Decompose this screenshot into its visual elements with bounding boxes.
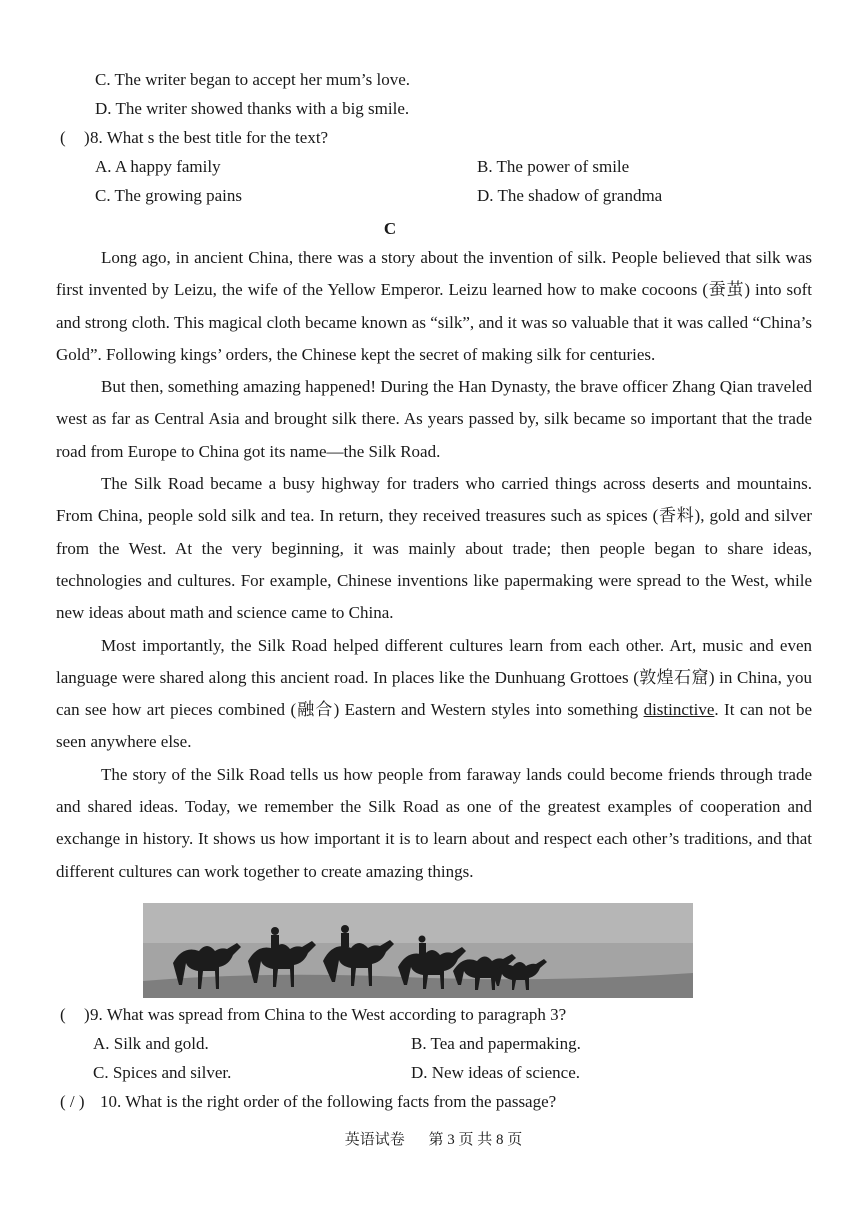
q8-stem: 8. What s the best title for the text?	[90, 128, 329, 147]
p4-text-after: . It can not be seen anywhere else.	[56, 700, 813, 752]
footer-subject: 英语试卷	[344, 1132, 405, 1148]
q10-stem: 10. What is the right order of the following facts from the passage?	[100, 1092, 557, 1111]
passage-paragraph-5: The story of the Silk Road tells us how people from faraway lands could become friends through trade and shared ideas. Today, we remember the Silk Road as one of the greatest examples of cooperation and exchange in history. It shows us how important it is to learn about and respect each other’s traditions, and that different cultures can work together to create amazing things.	[56, 764, 812, 881]
q9-answer-bracket-open[interactable]: (	[60, 1005, 66, 1024]
passage-c	[56, 242, 812, 888]
section-c-heading: C	[383, 219, 397, 238]
footer-page-number: 第 3 页 共 8 页	[428, 1132, 523, 1148]
q8-answer-bracket-close[interactable]: )	[84, 128, 90, 147]
q7-option-d[interactable]: D. The writer showed thanks with a big smile.	[95, 99, 410, 118]
underlined-word-distinctive: distinctive	[643, 700, 715, 720]
q10-answer-bracket[interactable]: ( / )	[60, 1092, 85, 1111]
q9-option-b[interactable]: B. Tea and papermaking.	[411, 1034, 581, 1053]
q9-stem: 9. What was spread from China to the West according to paragraph 3?	[90, 1005, 567, 1024]
passage-paragraph-3: The Silk Road became a busy highway for traders who carried things across deserts and mountains. From China, people sold silk and tea. In return, they received treasures such as spices (香料), gold and silver from the West. At the very beginning, it was mainly about trade; then people began to share ideas, technologies and cultures. For example, Chinese inventions like papermaking were spread to the West, while new ideas about math and science came to China.	[56, 474, 812, 623]
q9-answer-bracket-close[interactable]: )	[84, 1005, 90, 1024]
q8-option-a[interactable]: A. A happy family	[95, 157, 221, 176]
q9-option-d[interactable]: D. New ideas of science.	[411, 1063, 580, 1082]
q9-option-a[interactable]: A. Silk and gold.	[93, 1034, 209, 1053]
q8-option-b[interactable]: B. The power of smile	[477, 157, 630, 176]
passage-paragraph-2: But then, something amazing happened! During the Han Dynasty, the brave officer Zhang Qian traveled west as far as Central Asia and brought silk there. As years passed by, silk became so important that the trade road from Europe to China got its name—the Silk Road.	[56, 377, 812, 461]
camel-caravan-photo	[143, 903, 693, 998]
q7-option-c[interactable]: C. The writer began to accept her mum’s love.	[95, 70, 411, 89]
page-footer	[0, 1128, 867, 1149]
passage-paragraph-1: Long ago, in ancient China, there was a story about the invention of silk. People believed that silk was first invented by Leizu, the wife of the Yellow Emperor. Leizu learned how to make cocoons (蚕茧) into soft and strong cloth. This magical cloth became known as “silk”, and it was so valuable that it was called “China’s Gold”. Following kings’ orders, the Chinese kept the secret of making silk for centuries.	[56, 248, 812, 364]
q8-option-d[interactable]: D. The shadow of grandma	[477, 186, 663, 205]
p4-text-before: Most importantly, the Silk Road helped different cultures learn from each other. Art, music and even language were shared along this ancient road. In places like the Dunhuang Grottoes (敦煌石窟) in China, you can see how art pieces combined (融合) Eastern and Western styles into something	[56, 635, 812, 720]
camel-caravan-silhouette	[143, 903, 693, 998]
passage-paragraph-4	[56, 630, 812, 759]
q9-option-c[interactable]: C. Spices and silver.	[93, 1063, 232, 1082]
q8-answer-bracket-open[interactable]: (	[60, 128, 66, 147]
q8-option-c[interactable]: C. The growing pains	[95, 186, 243, 205]
